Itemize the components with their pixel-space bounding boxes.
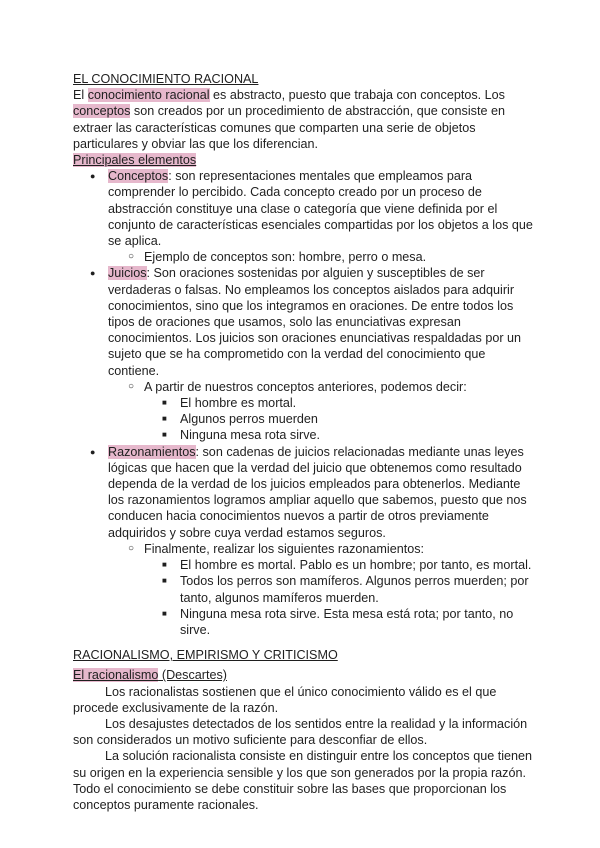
definition-juicios: : Son oraciones sostenidas por alguien y susceptibles de ser verdaderas o falsas. No empleamos los conceptos aislados para adquirir conocimientos, sino que los integramos en oraciones. De entre todos los tipos de oraciones que usamos, solo las enunciativas expresan conocimientos. Los juicios son oraciones enunciativas respaldadas por un sujeto que se ha comprometido con la verdad del conocimiento que contiene. — [108, 266, 522, 378]
example-intro: Finalmente, realizar los siguientes razonamientos: — [144, 541, 424, 556]
bullet-square-icon: ■ — [162, 430, 167, 440]
highlight-conceptos: conceptos — [73, 104, 131, 119]
sublist-item — [108, 249, 533, 265]
bullet-circle-icon: ○ — [128, 251, 135, 263]
example-syllogism: El hombre es mortal. Pablo es un hombre; por tanto, es mortal. — [180, 558, 532, 573]
subheading-principales-elementos — [73, 152, 533, 168]
bullet-square-icon: ■ — [162, 560, 167, 570]
intro-paragraph — [73, 87, 533, 152]
highlight-el-racionalismo: El racionalismo — [73, 668, 159, 683]
section-heading-conocimiento-racional: EL CONOCIMIENTO RACIONAL — [73, 72, 259, 86]
subheading-racionalismo — [73, 667, 533, 683]
sublist-item — [108, 427, 533, 443]
sublist-item — [108, 557, 533, 573]
intro-text: es abstracto, puesto que trabaja con conceptos. Los — [209, 88, 505, 103]
bullet-disc-icon: ● — [90, 171, 96, 182]
bullet-square-icon: ■ — [162, 608, 167, 618]
example-syllogism: Ninguna mesa rota sirve. Esta mesa está rota; por tanto, no sirve. — [180, 606, 514, 637]
highlight-conocimiento-racional: conocimiento racional — [87, 88, 210, 103]
racionalismo-paragraph: Los racionalistas sostienen que el único conocimiento válido es el que procede exclusivamente de la razón. — [73, 684, 497, 715]
racionalismo-paragraph: Los desajustes detectados de los sentidos entre la realidad y la información son considerados un motivo suficiente para desconfiar de ellos. — [73, 716, 528, 748]
term-razonamientos: Razonamientos — [108, 444, 196, 459]
section-heading-racionalismo-empirismo-criticismo: RACIONALISMO, EMPIRISMO Y CRITICISMO — [73, 648, 338, 663]
bullet-square-icon: ■ — [162, 414, 167, 424]
sublist-item — [108, 606, 533, 638]
sublist-item — [108, 411, 533, 427]
sublist — [108, 249, 533, 265]
definition-conceptos: : son representaciones mentales que empleamos para comprender lo percibido. Cada concepto creado por un proceso de abstracción constituye una clase o categoría que viene definida por el conjunto de características esenciales compartidas por los objetos a los que se aplica. — [108, 169, 533, 249]
list-item-juicios — [73, 265, 533, 443]
bullet-disc-icon: ● — [90, 268, 96, 279]
sublist-item — [108, 395, 533, 411]
sublist-item — [108, 541, 533, 557]
bullet-square-icon: ■ — [162, 576, 167, 586]
bullet-disc-icon: ● — [90, 446, 96, 457]
term-juicios: Juicios — [108, 266, 147, 281]
example-sentence: Ninguna mesa rota sirve. — [180, 428, 320, 443]
intro-text: son creados por un procedimiento de abstracción, que consiste en extraer las características comunes que comparten una serie de objetos particulares y obviar las que los diferencian. — [73, 104, 505, 151]
elements-list — [73, 168, 533, 638]
document-content — [73, 71, 533, 813]
highlight-principales-elementos: Principales elementos — [73, 153, 197, 168]
example-sentence: El hombre es mortal. — [180, 396, 297, 411]
example-sentence: Algunos perros muerden — [180, 412, 318, 427]
example-syllogism: Todos los perros son mamíferos. Algunos perros muerden; por tanto, algunos mamíferos muerden. — [180, 574, 529, 605]
sublist-item — [108, 379, 533, 395]
bullet-circle-icon: ○ — [128, 542, 135, 554]
example-text: Ejemplo de conceptos son: hombre, perro o mesa. — [144, 250, 427, 265]
list-item-conceptos — [73, 168, 533, 265]
author-descartes: (Descartes) — [158, 668, 227, 683]
definition-razonamientos: : son cadenas de juicios relacionadas mediante unas leyes lógicas que hacen que la verdad del juicio que obtenemos como resultado dependa de la verdad de los juicios empleados para obtenerlos. Mediante los razonamientos logramos ampliar aquello que sabemos, puesto que nos conducen hacia conocimientos nuevos a partir de otros previamente adquiridos y sobre cuya verdad estamos seguros. — [108, 444, 527, 540]
term-conceptos: Conceptos — [108, 169, 169, 184]
bullet-circle-icon: ○ — [128, 380, 135, 392]
racionalismo-paragraph: La solución racionalista consiste en distinguir entre los conceptos que tienen su origen en la experiencia sensible y los que son generados por la propia razón. Todo el conocimiento se debe constituir sobre las bases que proporcionan los conceptos puramente racionales. — [73, 749, 533, 812]
example-intro: A partir de nuestros conceptos anteriores, podemos decir: — [144, 379, 467, 394]
sublist-item — [108, 573, 533, 605]
intro-text: El — [73, 88, 88, 103]
list-item-razonamientos — [73, 444, 533, 638]
bullet-square-icon: ■ — [162, 398, 167, 408]
